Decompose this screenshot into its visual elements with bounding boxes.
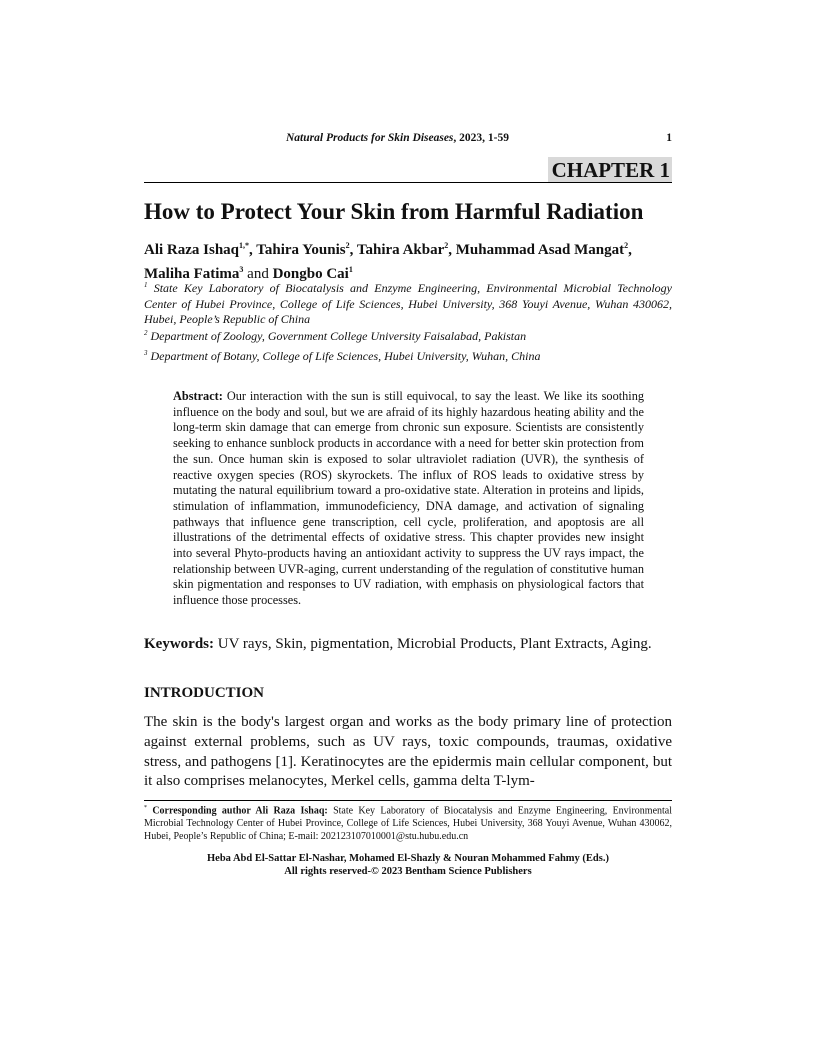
header-rule (144, 182, 672, 183)
publisher-info (144, 852, 672, 878)
affiliation-text: Department of Botany, College of Life Sciences, Hubei University, Wuhan, China (150, 349, 541, 363)
author-list (144, 236, 672, 284)
author-affiliation-mark: 1,* (239, 241, 250, 250)
author-name: Tahira Akbar (356, 242, 445, 258)
affiliation-mark: 2 (144, 329, 148, 337)
affiliation-text: State Key Laboratory of Biocatalysis and Enzyme Engineering, Environmental Microbial Technology Center of Hubei Province, College of Life Sciences, Hubei University, 368 Youyi Avenue, Wuhan 430062, Hubei, People’s Republic of China (144, 281, 672, 326)
author-name: Dongbo Cai (272, 266, 349, 282)
journal-citation (286, 132, 509, 144)
keywords (144, 634, 672, 654)
affiliation (144, 346, 672, 365)
author: Tahira Akbar$^2$, (356, 241, 456, 258)
chapter-title: How to Protect Your Skin from Harmful Radiation (144, 199, 644, 224)
author-conjunction: and (247, 266, 269, 282)
author-affiliation-mark: 3 (239, 265, 244, 274)
author: Muhammad Asad Mangat$^2$, (455, 241, 632, 258)
keywords-label: Keywords: (144, 636, 214, 652)
affiliation (144, 326, 672, 345)
author-affiliation-mark: 2 (624, 241, 629, 250)
author-affiliation-mark: 2 (444, 241, 449, 250)
rights-line: All rights reserved-© 2023 Bentham Science Publishers (284, 866, 532, 877)
journal-name: Natural Products for Skin Diseases (286, 132, 454, 144)
keywords-text: UV rays, Skin, pigmentation, Microbial Products, Plant Extracts, Aging. (217, 636, 652, 652)
abstract-text: Our interaction with the sun is still equivocal, to say the least. We like its soothing influence on the body and soul, but we are afraid of its highly hazardous heating ability and the long-term skin damage that can emerge from chronic sun exposure. Scientists are consistently seeking to enhance sunblock products in accordance with a need for better skin protection from the sun. Once human skin is exposed to solar ultraviolet radiation (UVR), the synthesis of reactive oxygen species (ROS) skyrockets. The influx of ROS leads to oxidative stress by mutating the natural equilibrium toward a pro-oxidative state. Alteration in proteins and lipids, stimulation of inflammation, immunodeficiency, DNA damage, and activation of signaling pathways that influence gene transcription, cell cycle, proliferation, and apoptosis are all illustrations of the detrimental effects of oxidative stress. This chapter provides new insight into several Phyto-products having an antioxidant activity to suppress the UV rays impact, the relationship between UVR-aging, current understanding of the regulation of constitutive human skin pigmentation and responses to UV radiation, with emphasis on physiological factors that influence those processes. (173, 389, 644, 608)
footnote-label: Corresponding author Ali Raza Ishaq: (152, 805, 328, 817)
section-heading: INTRODUCTION (144, 685, 265, 701)
footnote-mark: * (144, 805, 147, 811)
affiliation-text: Department of Zoology, Government College University Faisalabad, Pakistan (150, 329, 527, 343)
editors-line: Heba Abd El-Sattar El-Nashar, Mohamed El-Shazly & Nouran Mohammed Fahmy (Eds.) (207, 853, 609, 864)
abstract (173, 389, 644, 609)
page-number: 1 (666, 132, 672, 144)
chapter-label: CHAPTER 1 (548, 157, 672, 183)
abstract-label: Abstract: (173, 389, 223, 403)
journal-volume-pages: , 2023, 1-59 (453, 132, 510, 144)
author-name: Maliha Fatima (144, 266, 240, 282)
author-name: Ali Raza Ishaq (144, 242, 240, 258)
author-name: Muhammad Asad Mangat (455, 242, 625, 258)
author-name: Tahira Younis (256, 242, 346, 258)
affiliation-mark: 3 (144, 349, 148, 357)
author: Tahira Younis$^2$, (256, 241, 357, 258)
author-affiliation-mark: 1 (348, 265, 353, 274)
affiliation-mark: 1 (144, 281, 148, 289)
author: Ali Raza Ishaq$^{1,*}$, (144, 241, 257, 258)
body-paragraph: The skin is the body's largest organ and works as the body primary line of protection against external problems, such as UV rays, toxic compounds, traumas, oxidative stress, and pathogens [1]. Keratinocytes are the epidermis main cellular component, but it also comprises melanocytes, Merkel cells, gamma delta T-lym- (144, 714, 672, 790)
author-affiliation-mark: 2 (345, 241, 350, 250)
footnote-rule (144, 800, 672, 801)
affiliation (144, 278, 672, 328)
footnote (144, 802, 672, 844)
footnote-text: State Key Laboratory of Biocatalysis and Enzyme Engineering, Environmental Microbial Technology Center of Hubei Province, College of Life Sciences, Hubei University, 368 Youyi Avenue, Wuhan 430062, Hubei, People’s Republic of China; E-mail: 202123107010001@stu.hubu.edu.cn (144, 805, 672, 842)
